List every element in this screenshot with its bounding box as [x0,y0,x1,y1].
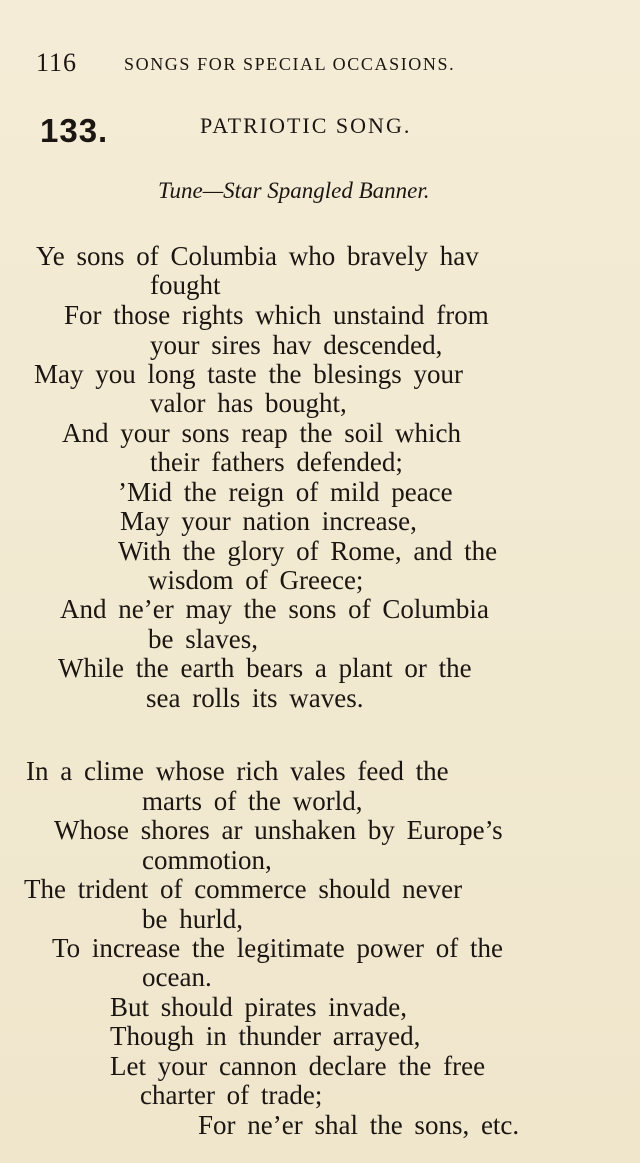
verse-line: But should pirates invade, [110,992,407,1022]
verse-line: May you long taste the blesings your [34,359,463,389]
verse-line: Though in thunder arrayed, [110,1021,421,1051]
page-header [36,48,620,84]
verse-line: For those rights which unstaind from [64,300,489,330]
verse-line: fought [150,270,221,300]
running-title: SONGS FOR SPECIAL OCCASIONS. [124,54,456,74]
verse-line: your sires hav descended, [150,330,443,360]
verse-line: their fathers defended; [150,447,403,477]
verse-line: Let your cannon declare the free [110,1051,486,1081]
verse-line: commotion, [142,845,272,875]
verse-line: For ne’er shal the sons, etc. [198,1110,520,1140]
verse-line: May your nation increase, [120,506,417,536]
tune-line: Tune—Star Spangled Banner. [158,178,430,203]
verse-line: In a clime whose rich vales feed the [26,756,449,786]
verse-line: valor has bought, [150,388,347,418]
verse-line: ocean. [142,962,212,992]
verse-line: With the glory of Rome, and the [118,536,498,566]
verse-line: While the earth bears a plant or the [58,653,472,683]
verse-line: And ne’er may the sons of Columbia [60,594,489,624]
verse-line: The trident of commerce should never [24,874,463,904]
verse-line: ’Mid the reign of mild peace [118,477,453,507]
verse-line: marts of the world, [142,786,363,816]
verse-line: sea rolls its waves. [146,683,364,713]
verse-line: Whose shores ar unshaken by Europe’s [54,815,503,845]
verse-line: And your sons reap the soil which [62,418,461,448]
verse-line: be slaves, [148,624,258,654]
verse-line: charter of trade; [140,1080,323,1110]
verse-line: be hurld, [142,904,243,934]
verse-line: wisdom of Greece; [148,565,364,595]
verse-line: To increase the legitimate power of the [52,933,503,963]
song-title: PATRIOTIC SONG. [200,113,412,138]
page-number: 116 [36,48,78,77]
verse-line: Ye sons of Columbia who bravely hav [36,241,479,271]
song-number: 133. [40,112,109,149]
